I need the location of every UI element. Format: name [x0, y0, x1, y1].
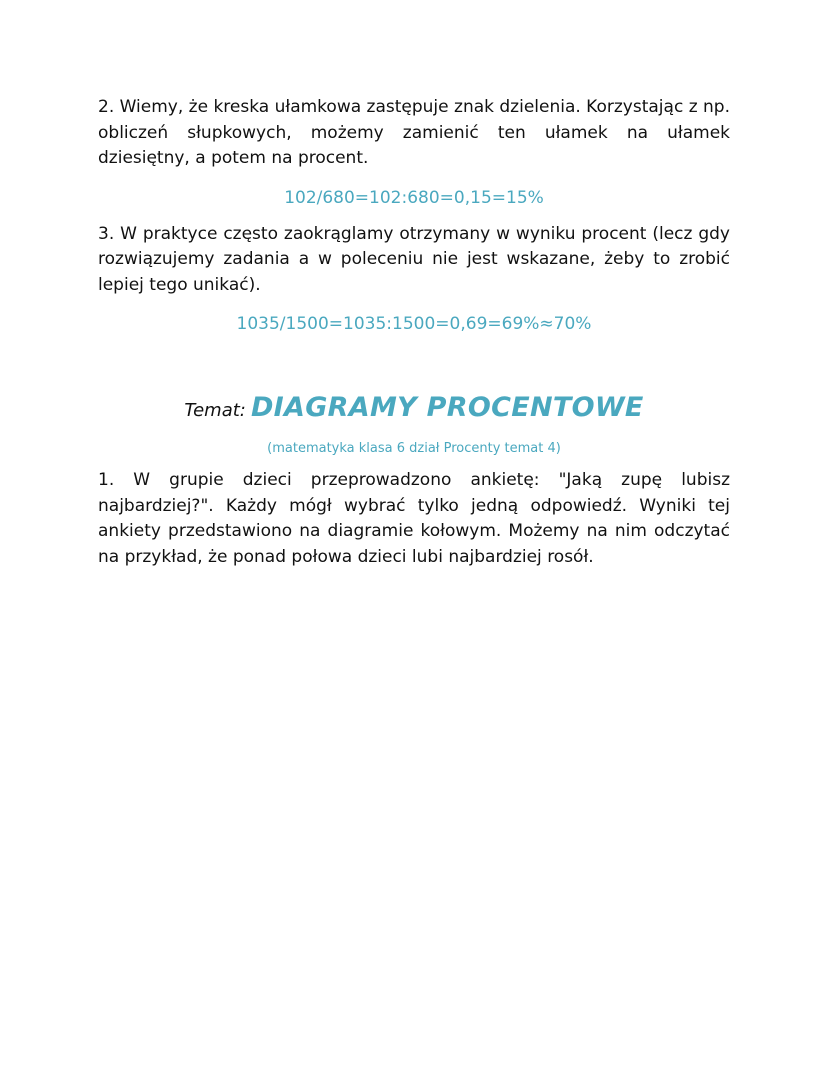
document-page — [98, 95, 730, 570]
paragraph-1: 1. W grupie dzieci przeprowadzono ankietę: "Jaką zupę lubisz najbardziej?". Każdy mógł wybrać tylko jedną odpowiedź. Wyniki tej ankiety przedstawiono na diagramie kołowym. Możemy na nim odczytać na przykład, że ponad połowa dzieci lubi najbardziej rosół. — [98, 470, 730, 567]
topic-title: DIAGRAMY PROCENTOWE — [250, 392, 644, 423]
topic-subtitle: (matematyka klasa 6 dział Procenty temat 4) — [267, 441, 561, 456]
topic-heading — [98, 388, 730, 431]
formula-2: 1035/1500=1035:1500=0,69=69%≈70% — [236, 314, 592, 334]
formula-1: 102/680=102:680=0,15=15% — [284, 187, 544, 208]
paragraph-2: 2. Wiemy, że kreska ułamkowa zastępuje znak dzielenia. Korzystając z np. obliczeń słupkowych, możemy zamienić ten ułamek na ułamek dziesiętny, a potem na procent. — [98, 97, 730, 168]
paragraph-3: 3. W praktyce często zaokrąglamy otrzymany w wyniku procent (lecz gdy rozwiązujemy zadania a w poleceniu nie jest wskazane, żeby to zrobić lepiej tego unikać). — [98, 223, 730, 295]
topic-label: Temat: — [184, 400, 246, 421]
